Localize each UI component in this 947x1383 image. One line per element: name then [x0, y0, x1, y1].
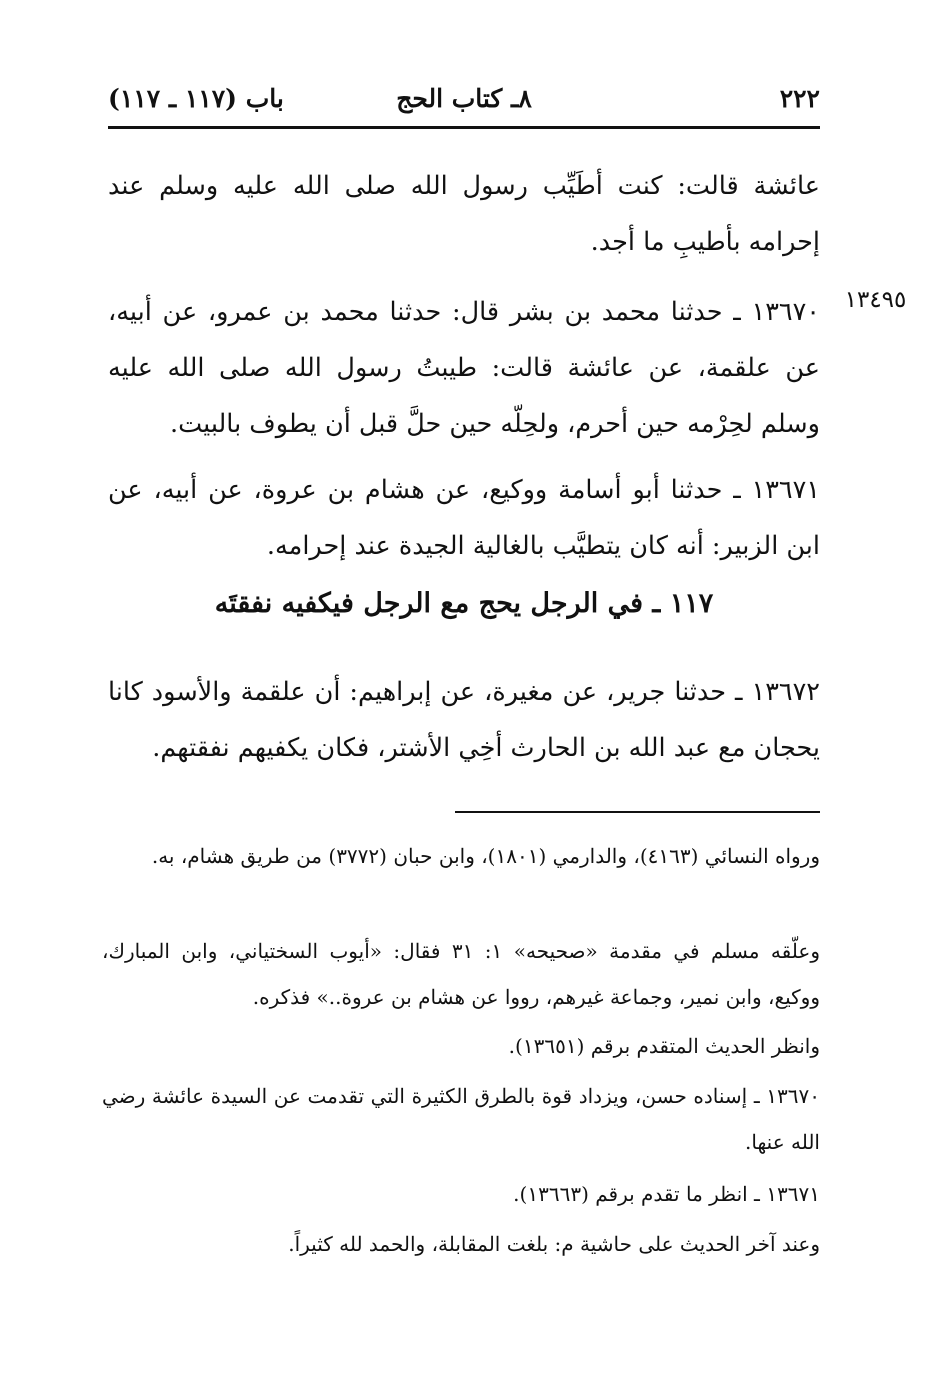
book-title: ٨ـ كتاب الحج	[396, 84, 532, 113]
section-heading: ١١٧ ـ في الرجل يحج مع الرجل فيكفيه نفقتَه	[214, 588, 714, 619]
header-divider	[108, 126, 820, 129]
hadith-13672: ١٣٦٧٢ ـ حدثنا جرير، عن مغيرة، عن إبراهيم: أن علقمة والأسود كانا يحجان مع عبد الله بن الحارث أخِي الأشتر، فكان يكفيهم نفقتهم.	[108, 677, 820, 763]
paragraph-continuation: عائشة قالت: كنت أطَيِّب رسول الله صلى الله عليه وسلم عند إحرامه بأطيبِ ما أجد.	[108, 171, 820, 257]
footnote-divider	[455, 811, 820, 813]
page-number: ٢٢٢	[779, 84, 820, 113]
footnote: ورواه النسائي (٤١٦٣)، والدارمي (١٨٠١)، وابن حبان (٣٧٧٢) من طريق هشام، به.	[151, 844, 820, 868]
footnote: وانظر الحديث المتقدم برقم (١٣٦٥١).	[508, 1034, 820, 1058]
footnote: ١٣٦٧٠ ـ إسناده حسن، ويزداد قوة بالطرق الكثيرة التي تقدمت عن السيدة عائشة رضي الله عنها.	[102, 1084, 820, 1154]
chapter-range: باب (١١٧ ـ ١١٧)	[108, 84, 284, 113]
footnote: ١٣٦٧١ ـ انظر ما تقدم برقم (١٣٦٦٣).	[513, 1182, 820, 1206]
footnote: وعند آخر الحديث على حاشية م: بلغت المقابلة، والحمد لله كثيراً.	[288, 1232, 820, 1256]
hadith-13671: ١٣٦٧١ ـ حدثنا أبو أسامة ووكيع، عن هشام بن عروة، عن أبيه، عن ابن الزبير: أنه كان يتطيَّب بالغالية الجيدة عند إحرامه.	[108, 475, 820, 561]
margin-hadith-number: ١٣٤٩٥	[844, 287, 907, 313]
hadith-13670: ١٣٦٧٠ ـ حدثنا محمد بن بشر قال: حدثنا محمد بن عمرو، عن أبيه، عن علقمة، عن عائشة قالت: طيبتُ رسول الله صلى الله عليه وسلم لحِرْمه حين أحرم، ولحِلّه حين حلَّ قبل أن يطوف بالبيت.	[108, 297, 820, 439]
page-header	[108, 82, 820, 124]
footnote: وعلّقه مسلم في مقدمة «صحيحه» ١: ٣١ فقال: «أيوب السختياني، وابن المبارك، ووكيع، وابن نمير، وجماعة غيرهم، رووا عن هشام بن عروة..» فذكره.	[102, 939, 820, 1009]
